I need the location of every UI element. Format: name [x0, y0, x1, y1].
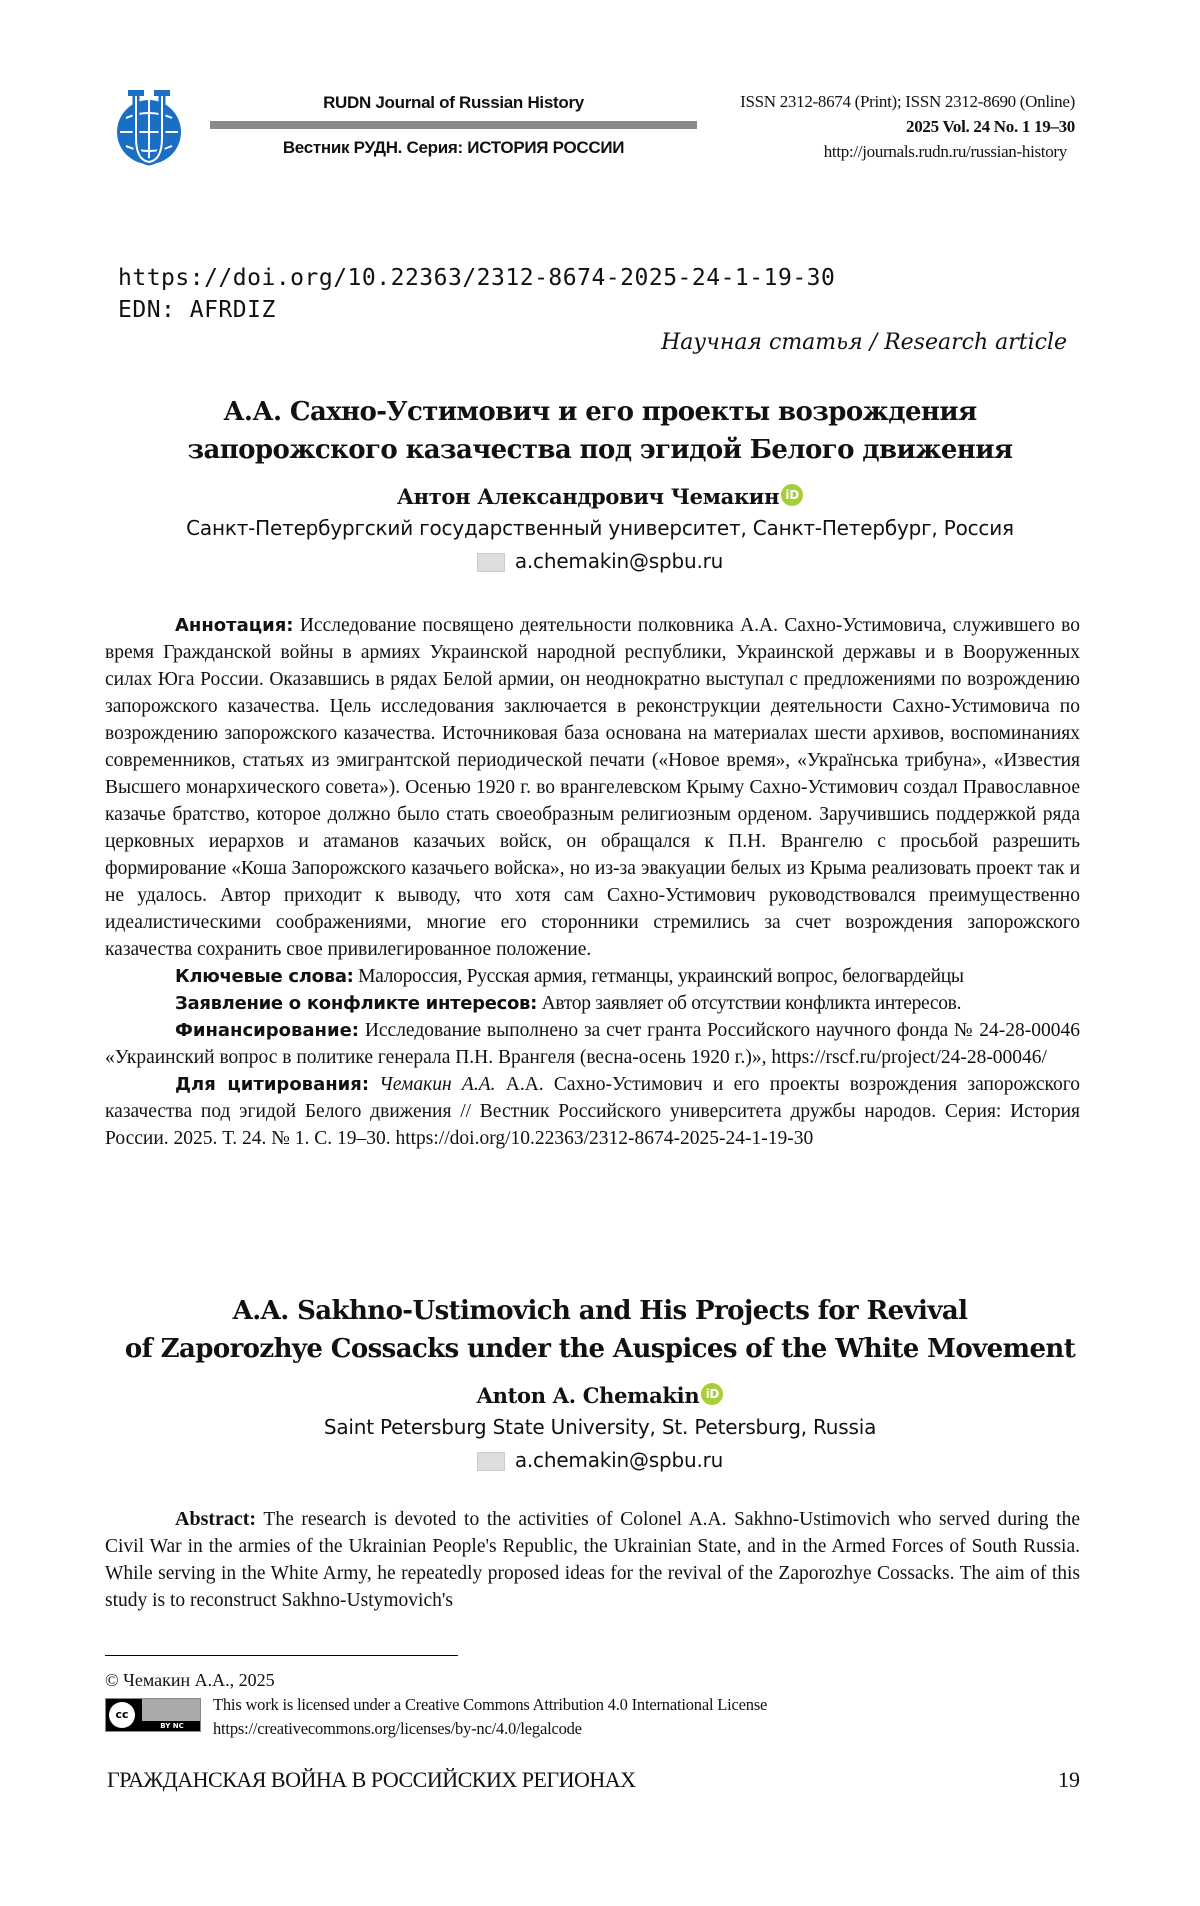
title-en: A.A. Sakhno-Ustimovich and His Projects for Revival of Zaporozhye Cossacks under the Auspices of the White Movement: [0, 1292, 1200, 1368]
header-divider: [210, 121, 697, 129]
footer-section: ГРАЖДАНСКАЯ ВОЙНА В РОССИЙСКИХ РЕГИОНАХ: [107, 1767, 636, 1793]
issn: ISSN 2312-8674 (Print); ISSN 2312-8690 (Online): [740, 92, 1075, 112]
journal-url[interactable]: http://journals.rudn.ru/russian-history: [824, 142, 1067, 162]
affiliation-en: Saint Petersburg State University, St. Petersburg, Russia: [0, 1415, 1200, 1439]
cc-by-nc-icon[interactable]: cc BY NC: [105, 1698, 201, 1732]
page: [0, 0, 1200, 1906]
doi-link[interactable]: https://doi.org/10.22363/2312-8674-2025-24-1-19-30: [118, 265, 835, 291]
edn: EDN: AFRDIZ: [118, 297, 276, 323]
abstract-en: Abstract: The research is devoted to the activities of Colonel A.A. Sakhno-Ustimovich who served during the Civil War in the armies of the Ukrainian People's Republic, the Ukrainian State, and in the Armed Forces of South Russia. While serving in the White Army, he repeatedly proposed ideas for the revival of the Zaporozhye Cossacks. The aim of this study is to reconstruct Sakhno-Ustymovich's: [105, 1506, 1080, 1614]
author-ru: Антон Александрович Чемакин iD: [0, 484, 1200, 509]
email-en[interactable]: a.chemakin@spbu.ru: [0, 1448, 1200, 1472]
author-en: Anton A. Chemakin iD: [0, 1383, 1200, 1408]
copyright: © Чемакин А.А., 2025: [105, 1670, 275, 1691]
orcid-icon[interactable]: iD: [701, 1383, 723, 1405]
title-ru: А.А. Сахно-Устимович и его проекты возрождения запорожского казачества под эгидой Белого движения: [0, 393, 1200, 469]
envelope-icon: [477, 1452, 505, 1471]
journal-title-en: RUDN Journal of Russian History: [210, 93, 697, 113]
footnote-divider: [105, 1655, 458, 1656]
affiliation-ru: Санкт-Петербургский государственный университет, Санкт-Петербург, Россия: [0, 516, 1200, 540]
rudn-logo-icon: [106, 88, 192, 168]
journal-title-ru: Вестник РУДН. Серия: ИСТОРИЯ РОССИИ: [210, 138, 697, 158]
orcid-icon[interactable]: iD: [781, 484, 803, 506]
page-number: 19: [1058, 1767, 1080, 1793]
article-type: Научная статья / Research article: [661, 330, 1067, 355]
license-url[interactable]: https://creativecommons.org/licenses/by-nc/4.0/legalcode: [213, 1719, 582, 1739]
issue-info: 2025 Vol. 24 No. 1 19–30: [906, 117, 1075, 137]
envelope-icon: [477, 553, 505, 572]
abstract-ru: Аннотация: Исследование посвящено деятельности полковника А.А. Сахно-Устимовича, служившего во время Гражданской войны в армиях Украинской народной республики, Украинской державы и в Вооруженных силах Юга России. Оказавшись в рядах Белой армии, он неоднократно выступал с предложениями по возрождению запорожского казачества. Цель исследования заключается в реконструкции деятельности Сахно-Устимовича по возрождению запорожского казачества. Источниковая база основана на материалах шести архивов, воспоминаниях современников, статьях из эмигрантской периодической печати («Новое время», «Українська трибуна», «Известия Высшего монархического совета»). Осенью 1920 г. во врангелевском Крыму Сахно-Устимович создал Православное казачье братство, которое должно было стать своеобразным религиозным орденом. Заручившись поддержкой ряда церковных иерархов и атаманов казачьих войск, он обращался к П.Н. Врангелю с просьбой разрешить формирование «Коша Запорожского казачьего войска», но из-за эвакуации белых из Крыма реализовать проект так и не удалось. Автор приходит к выводу, что хотя сам Сахно-Устимович руководствовался преимущественно идеалистическими соображениями, многие его сторонники стремились за счет возрождения запорожского казачества сохранить свое привилегированное положение. Ключевые слова: Малороссия, Русская армия, гетманцы, украинский вопрос, белогвардейцы Заявление о конфликте интересов: Автор заявляет об отсутствии конфликта интересов. Финансирование: Исследование выполнено за счет гранта Российского научного фонда № 24-28-00046 «Украинский вопрос в политике генерала П.Н. Врангеля (весна-осень 1920 г.)», https://rscf.ru/project/24-28-00046/ Для цитирования: Чемакин А.А. А.А. Сахно-Устимович и его проекты возрождения запорожского казачества под эгидой Белого движения // Вестник Российского университета дружбы народов. Серия: История России. 2025. Т. 24. № 1. С. 19–30. https://doi.org/10.22363/2312-8674-2025-24-1-19-30: [105, 612, 1080, 1152]
license-text: This work is licensed under a Creative Commons Attribution 4.0 International License: [213, 1695, 767, 1715]
email-ru[interactable]: a.chemakin@spbu.ru: [0, 549, 1200, 573]
